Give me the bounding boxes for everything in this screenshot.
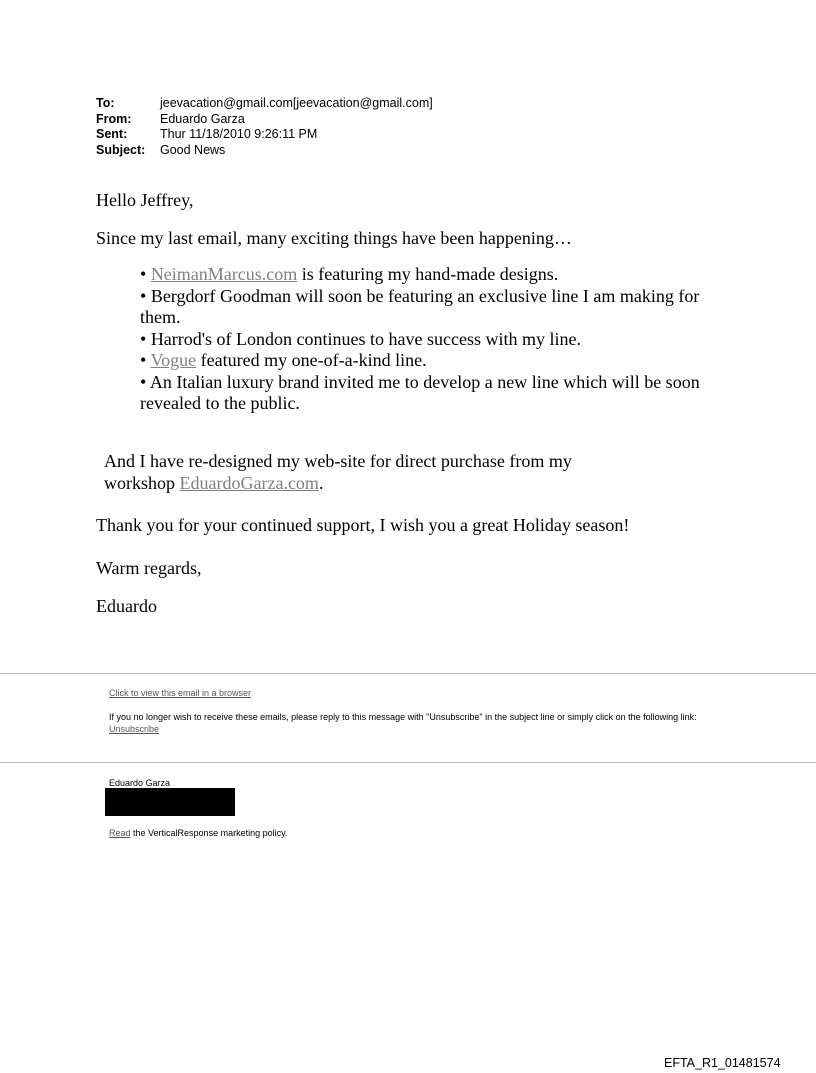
bullet-text: An Italian luxury brand invited me to develop a new line which will be soon revealed to the public. bbox=[140, 371, 700, 413]
redesign-line-2-prefix: workshop bbox=[104, 472, 180, 493]
unsubscribe-text: If you no longer wish to receive these emails, please reply to this message with "Unsubscribe" in the subject line or simply click on the following link: bbox=[109, 712, 697, 722]
news-bullet-list bbox=[140, 264, 740, 415]
from-value: Eduardo Garza bbox=[160, 111, 245, 126]
subject-row bbox=[96, 143, 433, 159]
unsubscribe-notice bbox=[109, 712, 709, 735]
sender-name: Eduardo Garza bbox=[109, 778, 171, 788]
redaction-box bbox=[105, 788, 235, 816]
view-in-browser-row bbox=[109, 688, 251, 700]
sent-label: Sent: bbox=[96, 127, 128, 141]
greeting: Hello Jeffrey, bbox=[96, 190, 194, 210]
bullet-text: featured my one-of-a-kind line. bbox=[196, 350, 427, 370]
policy-read-link[interactable]: Read bbox=[109, 828, 131, 838]
bullet-icon: • bbox=[140, 328, 147, 349]
closing: Warm regards, bbox=[96, 558, 202, 578]
policy-text: the VerticalResponse marketing policy. bbox=[130, 828, 288, 838]
footer-divider-bottom bbox=[0, 762, 816, 763]
to-value: jeevacation@gmail.com[jeevacation@gmail.com] bbox=[160, 96, 433, 110]
bullet-icon: • bbox=[140, 371, 147, 392]
bullet-item bbox=[140, 372, 740, 415]
bullet-text: is featuring my hand-made designs. bbox=[297, 264, 559, 284]
footer-divider-top bbox=[0, 673, 816, 674]
redesign-paragraph bbox=[104, 451, 572, 494]
from-label: From: bbox=[96, 111, 132, 126]
from-row bbox=[96, 112, 433, 128]
unsubscribe-link[interactable]: Unsubscribe bbox=[109, 723, 160, 734]
bullet-icon: • bbox=[140, 285, 147, 306]
redesign-suffix: . bbox=[318, 472, 324, 493]
sent-row bbox=[96, 127, 433, 143]
bullet-icon: • bbox=[140, 350, 147, 370]
signature: Eduardo bbox=[96, 596, 157, 616]
bates-number: EFTA_R1_01481574 bbox=[664, 1056, 781, 1070]
bullet-item bbox=[140, 329, 740, 351]
thanks-paragraph: Thank you for your continued support, I wish you a great Holiday season! bbox=[96, 515, 630, 535]
bullet-text: Bergdorf Goodman will soon be featuring an exclusive line I am making for them. bbox=[140, 285, 700, 327]
email-header bbox=[96, 96, 433, 158]
vogue-link[interactable]: Vogue bbox=[150, 350, 197, 370]
bullet-icon: • bbox=[140, 264, 147, 284]
view-in-browser-link[interactable]: Click to view this email in a browser bbox=[109, 688, 252, 698]
sent-value: Thur 11/18/2010 9:26:11 PM bbox=[160, 127, 318, 141]
bullet-item bbox=[140, 350, 740, 372]
bullet-item bbox=[140, 286, 740, 329]
to-label: To: bbox=[96, 96, 115, 110]
eduardogarza-link[interactable]: EduardoGarza.com bbox=[179, 472, 319, 493]
intro-paragraph: Since my last email, many exciting things have been happening… bbox=[96, 228, 572, 248]
to-row bbox=[96, 96, 433, 112]
policy-row bbox=[109, 828, 287, 840]
subject-value: Good News bbox=[160, 142, 226, 157]
redesign-line-1: And I have re-designed my web-site for direct purchase from my bbox=[104, 451, 572, 471]
neimanmarcus-link[interactable]: NeimanMarcus.com bbox=[150, 264, 298, 284]
subject-label: Subject: bbox=[96, 142, 146, 157]
bullet-text: Harrod's of London continues to have success with my line. bbox=[146, 328, 581, 349]
bullet-item bbox=[140, 264, 740, 286]
